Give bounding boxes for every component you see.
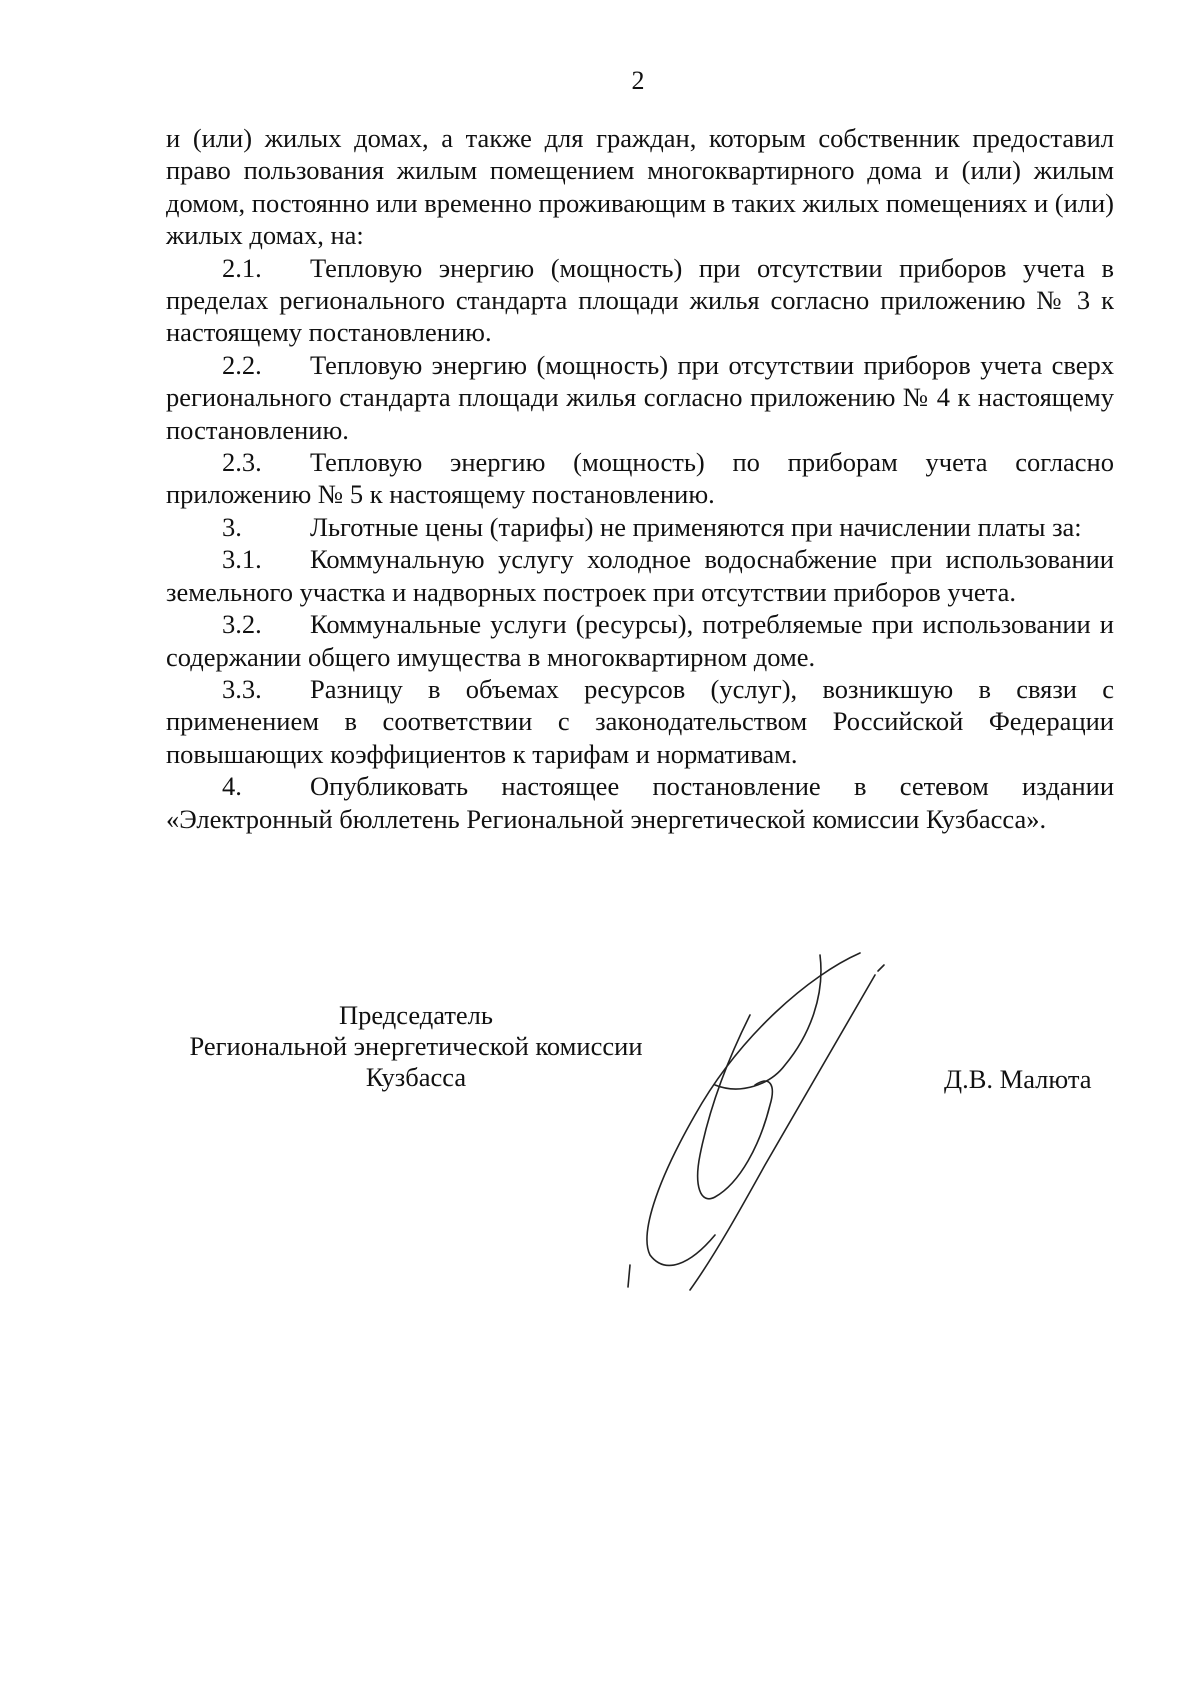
item-text: Льготные цены (тарифы) не применяются при начислении платы за: xyxy=(310,511,1082,542)
document-body xyxy=(166,122,1114,835)
item-text: Тепловую энергию (мощность) при отсутствии приборов учета сверх регионального стандарта площади жилья согласно приложению № 4 к настоящему постановлению. xyxy=(166,349,1114,445)
item-text: Разницу в объемах ресурсов (услуг), возникшую в связи с применением в соответствии с законодательством Российской Федерации повышающих коэффициентов к тарифам и нормативам. xyxy=(166,673,1114,769)
signature-tail-stroke xyxy=(878,965,884,971)
handwritten-signature xyxy=(620,935,950,1305)
list-item xyxy=(166,543,1114,608)
item-number: 3.1. xyxy=(222,544,262,575)
list-item xyxy=(166,511,1114,543)
signer-name: Д.В. Малюта xyxy=(944,1064,1092,1094)
signature-loop-stroke xyxy=(647,953,860,1265)
item-number: 4. xyxy=(222,771,242,802)
item-text: Тепловую энергию (мощность) по приборам учета согласно приложению № 5 к настоящему постановлению. xyxy=(166,447,1114,510)
item-text: Коммунальную услугу холодное водоснабжение при использовании земельного участка и надворных построек при отсутствии приборов учета. xyxy=(166,544,1114,607)
item-text: Тепловую энергию (мощность) при отсутствии приборов учета в пределах регионального стандарта площади жилья согласно приложению № 3 к настоящему постановлению. xyxy=(166,252,1114,348)
item-number: 2.3. xyxy=(222,447,262,478)
list-item xyxy=(166,349,1114,446)
item-text: Опубликовать настоящее постановление в сетевом издании «Электронный бюллетень Региональной энергетической комиссии Кузбасса». xyxy=(166,771,1114,834)
list-item xyxy=(166,446,1114,511)
item-number: 3. xyxy=(222,511,242,542)
signer-title-line: Председатель xyxy=(339,1000,493,1030)
list-item xyxy=(166,252,1114,349)
list-item xyxy=(166,673,1114,770)
item-number: 3.3. xyxy=(222,673,262,704)
page-number: 2 xyxy=(631,66,645,95)
list-item xyxy=(166,608,1114,673)
signer-title xyxy=(166,1000,666,1093)
signer-title-line: Кузбасса xyxy=(365,1062,467,1092)
item-number: 2.2. xyxy=(222,349,262,380)
signature-cross-stroke xyxy=(715,955,821,1089)
intro-paragraph: и (или) жилых домах, а также для граждан, которым собственник предоставил право пользования жилым помещением многоквартирного дома и (или) жилым домом, постоянно или временно проживающим в таких жилых помещениях и (или) жилых домах, на: xyxy=(166,123,1114,251)
item-text: Коммунальные услуги (ресурсы), потребляемые при использовании и содержании общего имущества в многоквартирном доме. xyxy=(166,609,1114,672)
list-item xyxy=(166,770,1114,835)
signer-title-line: Региональной энергетической комиссии xyxy=(189,1031,643,1061)
signature-tick-stroke xyxy=(628,1265,630,1287)
item-number: 3.2. xyxy=(222,609,262,640)
signature-long-stroke xyxy=(690,975,875,1290)
item-number: 2.1. xyxy=(222,252,262,283)
